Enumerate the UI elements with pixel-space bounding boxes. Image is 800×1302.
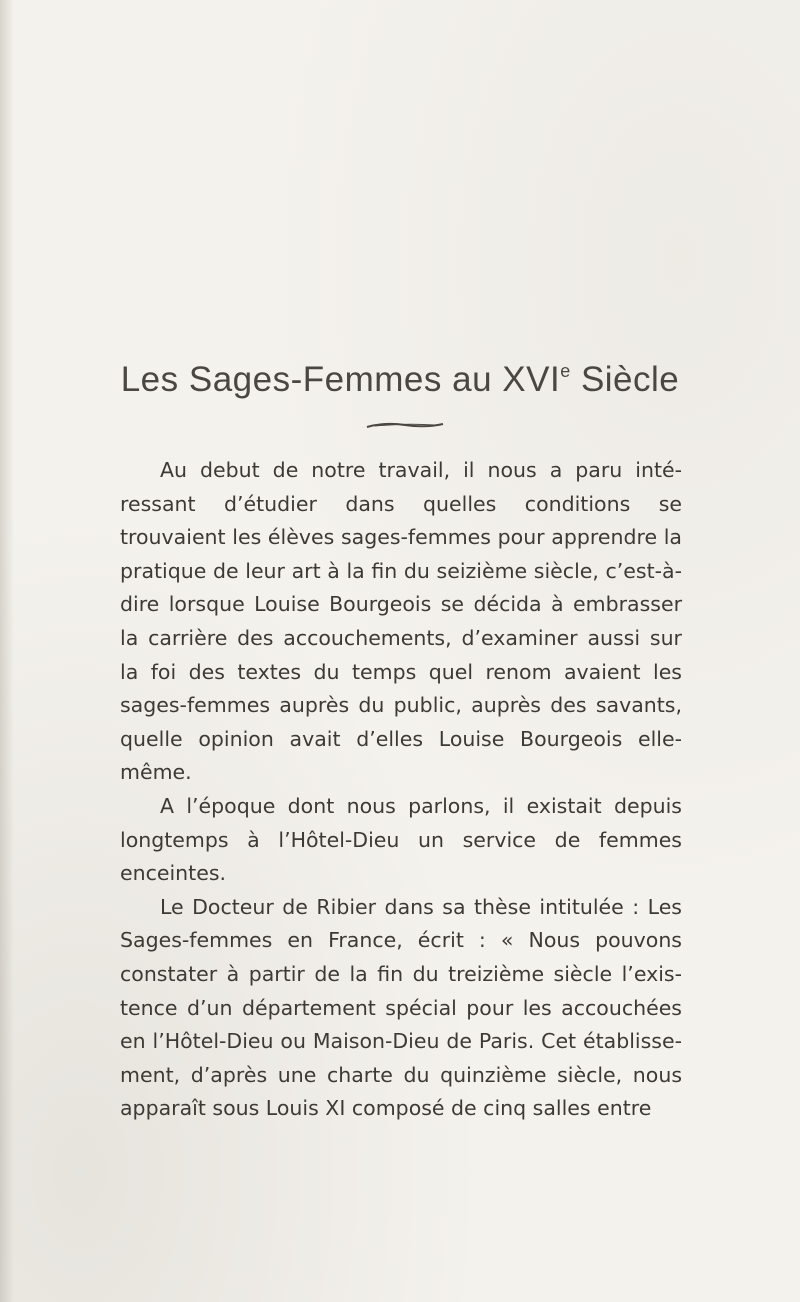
chapter-title-superscript: e: [560, 361, 571, 381]
paragraph-1: Au debut de notre travail, il nous a paru intéressant d’étudier dans quelles conditions se trouvaient les élèves sages-femmes pour apprendre la pratique de leur art à la fin du seizième siècle, c’est-à-dire lorsque Louise Bourgeois se décida à embrasser la carrière des accouchements, d’examiner aussi sur la foi des textes du temps quel renom avaient les sages-femmes auprès du public, auprès des savants, quelle opinion avait d’elles Louise Bourgeois elle-même.: [120, 458, 682, 785]
paragraph-3: Le Docteur de Ribier dans sa thèse intitulée : Les Sages-femmes en France, écrit : « Nous pouvons constater à partir de la fin du treizième siècle l’existence d’un département spécial pour les accouchées en l’Hôtel-Dieu ou Maison-Dieu de Paris. Cet établissement, d’après une charte du quinzième siècle, nous apparaît sous Louis XI composé de cinq salles entre: [120, 894, 682, 1121]
chapter-title-end: Siècle: [580, 360, 680, 399]
body-text: [120, 454, 682, 1126]
title-ornament-icon: [365, 420, 445, 432]
chapter-title: [0, 360, 800, 400]
chapter-title-main: Les Sages-Femmes au XVI: [120, 360, 561, 399]
paragraph-2: A l’époque dont nous parlons, il existait depuis longtemps à l’Hôtel-Dieu un service de femmes enceintes.: [120, 793, 682, 886]
page-edge-shadow: [0, 0, 14, 1302]
